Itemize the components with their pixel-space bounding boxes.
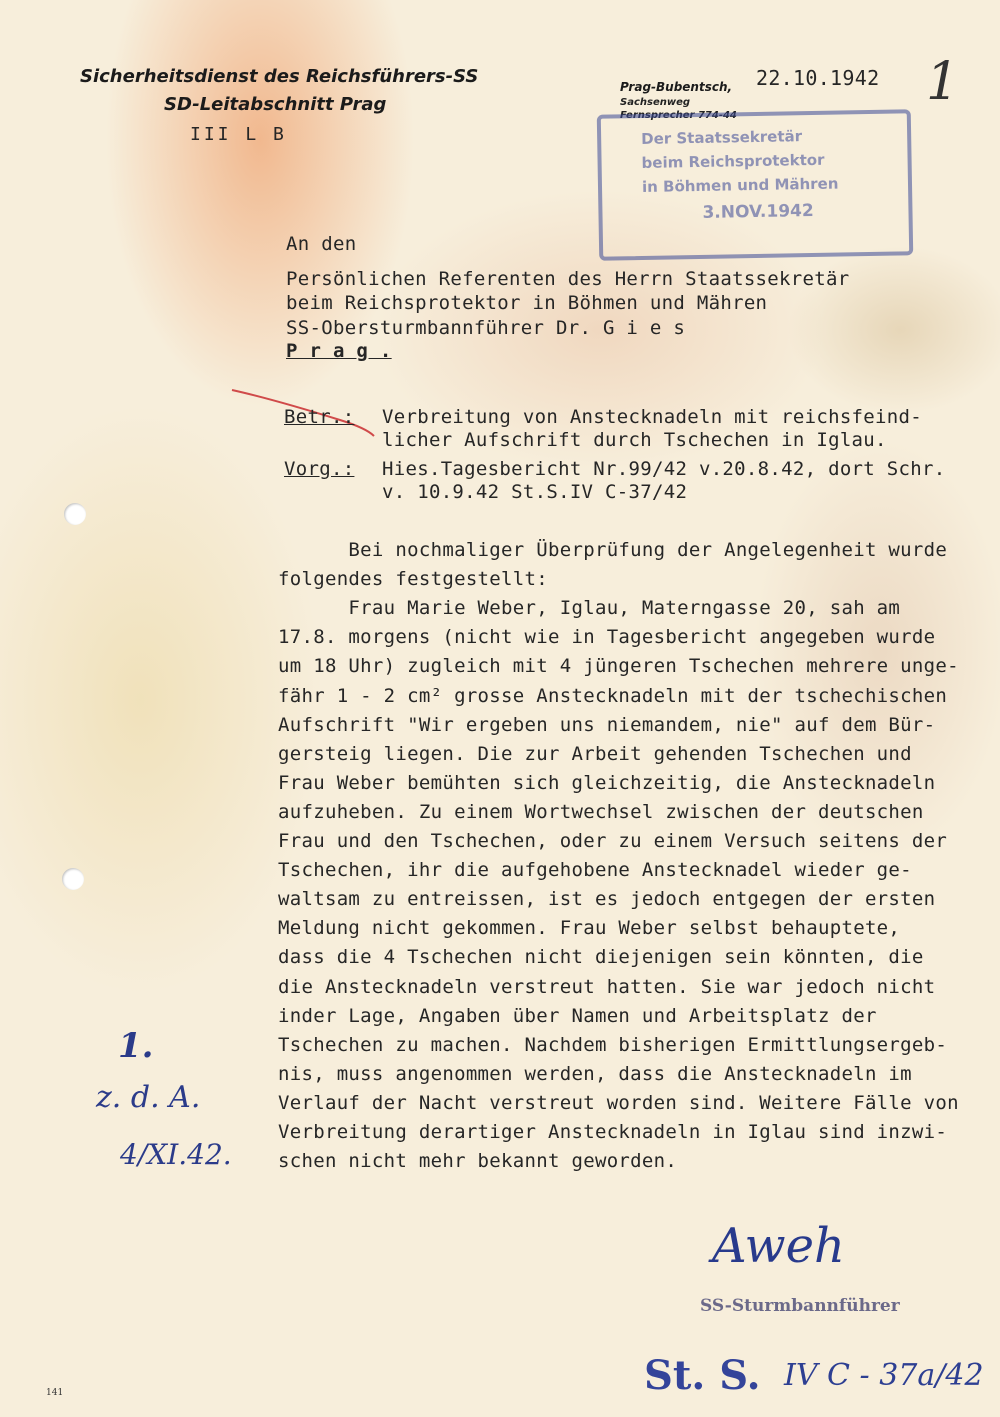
archive-number: 141 <box>46 1388 64 1398</box>
body-line: dass die 4 Tschechen nicht diejenigen sein könnten, die <box>278 946 924 969</box>
handwritten-page-number: 1 <box>926 52 960 112</box>
body-line: Verlauf der Nacht verstreut worden sind. Weitere Fälle von <box>278 1091 959 1114</box>
sender-street: Sachsenweg <box>620 97 691 108</box>
received-stamp-line: beim Reichsprotektor <box>641 150 825 172</box>
body-line: fähr 1 - 2 cm² grosse Anstecknadeln mit der tschechischen <box>278 684 948 707</box>
body-line: Tschechen, ihr die aufgehobene Anstecknadel wieder ge- <box>278 859 912 882</box>
received-stamp <box>597 109 914 260</box>
sender-phone: Fernsprecher 774-44 <box>620 110 737 121</box>
margin-note: z. d. A. <box>96 1080 201 1115</box>
subject-line: Verbreitung von Anstecknadeln mit reichsfeind- <box>382 406 922 428</box>
signature: Aweh <box>712 1218 845 1274</box>
body-line: Meldung nicht gekommen. Frau Weber selbst behauptete, <box>278 917 901 940</box>
recipient-city: P r a g . <box>286 340 392 362</box>
reference-code: III L B <box>190 124 287 145</box>
letter-date: 22.10.1942 <box>756 66 880 90</box>
body-line: Frau und den Tschechen, oder zu einem Versuch seitens der <box>278 830 948 852</box>
previous-line: v. 10.9.42 St.S.IV C-37/42 <box>382 481 688 503</box>
recipient-line: Persönlichen Referenten des Herrn Staatssekretär <box>286 268 850 290</box>
body-line: Tschechen zu machen. Nachdem bisherigen Ermittlungsergeb- <box>278 1033 948 1056</box>
body-line: Frau Weber bemühten sich gleichzeitig, die Anstecknadeln <box>278 771 936 794</box>
recipient-line: beim Reichsprotektor in Böhmen und Mähren <box>286 292 768 314</box>
margin-note: 1. <box>118 1026 154 1066</box>
previous-line: Hies.Tagesbericht Nr.99/42 v.20.8.42, dort Schr. <box>382 458 946 480</box>
subject-label: Betr.: <box>284 406 355 428</box>
body-line: um 18 Uhr) zugleich mit 4 jüngeren Tschechen mehrere unge- <box>278 655 959 678</box>
body-line: schen nicht mehr bekannt geworden. <box>278 1150 678 1173</box>
margin-note: 4/XI.42. <box>120 1138 232 1171</box>
body-line: 17.8. morgens (nicht wie in Tagesbericht angegeben wurde <box>278 626 936 649</box>
body-line: inder Lage, Angaben über Namen und Arbeitsplatz der <box>278 1004 877 1027</box>
previous-label: Vorg.: <box>284 458 355 480</box>
received-stamp-line: Der Staatssekretär <box>641 127 803 148</box>
body-line: waltsam zu entreissen, ist es jedoch entgegen der ersten <box>278 888 936 911</box>
received-stamp-date: 3.NOV.1942 <box>702 200 814 223</box>
body-line: Aufschrift "Wir ergeben uns niemandem, nie" auf dem Bür- <box>278 713 936 736</box>
sender-place: Prag-Bubentsch, <box>620 80 733 94</box>
subject-line: licher Aufschrift durch Tschechen in Iglau. <box>382 429 887 451</box>
organization-name: Sicherheitsdienst des Reichsführers-SS <box>80 66 479 87</box>
recipient-salutation: An den <box>286 233 357 255</box>
file-stamp-number: IV C - 37a/42 <box>784 1358 984 1393</box>
body-line: gersteig liegen. Die zur Arbeit gehenden Tschechen und <box>278 742 912 765</box>
body-line: die Anstecknadeln verstreut hatten. Sie war jedoch nicht <box>278 975 936 998</box>
recipient-line: SS-Obersturmbannführer Dr. G i e s <box>286 317 686 339</box>
body-line: nis, muss angenommen werden, dass die Anstecknadeln im <box>278 1062 912 1085</box>
body-line: Frau Marie Weber, Iglau, Materngasse 20, sah am <box>278 597 901 620</box>
file-stamp-prefix: St. S. <box>644 1352 761 1399</box>
punch-hole <box>64 503 86 525</box>
organization-section: SD-Leitabschnitt Prag <box>164 94 387 115</box>
body-line: Bei nochmaliger Überprüfung der Angelegenheit wurde <box>278 539 948 561</box>
body-line: folgendes festgestellt: <box>278 568 548 591</box>
body-line: Verbreitung derartiger Anstecknadeln in Iglau sind inzwi- <box>278 1121 948 1143</box>
received-stamp-line: in Böhmen und Mähren <box>641 174 839 196</box>
body-line: aufzuheben. Zu einem Wortwechsel zwischen der deutschen <box>278 800 924 823</box>
punch-hole <box>62 868 84 890</box>
rank-stamp: SS-Sturmbannführer <box>700 1296 900 1316</box>
